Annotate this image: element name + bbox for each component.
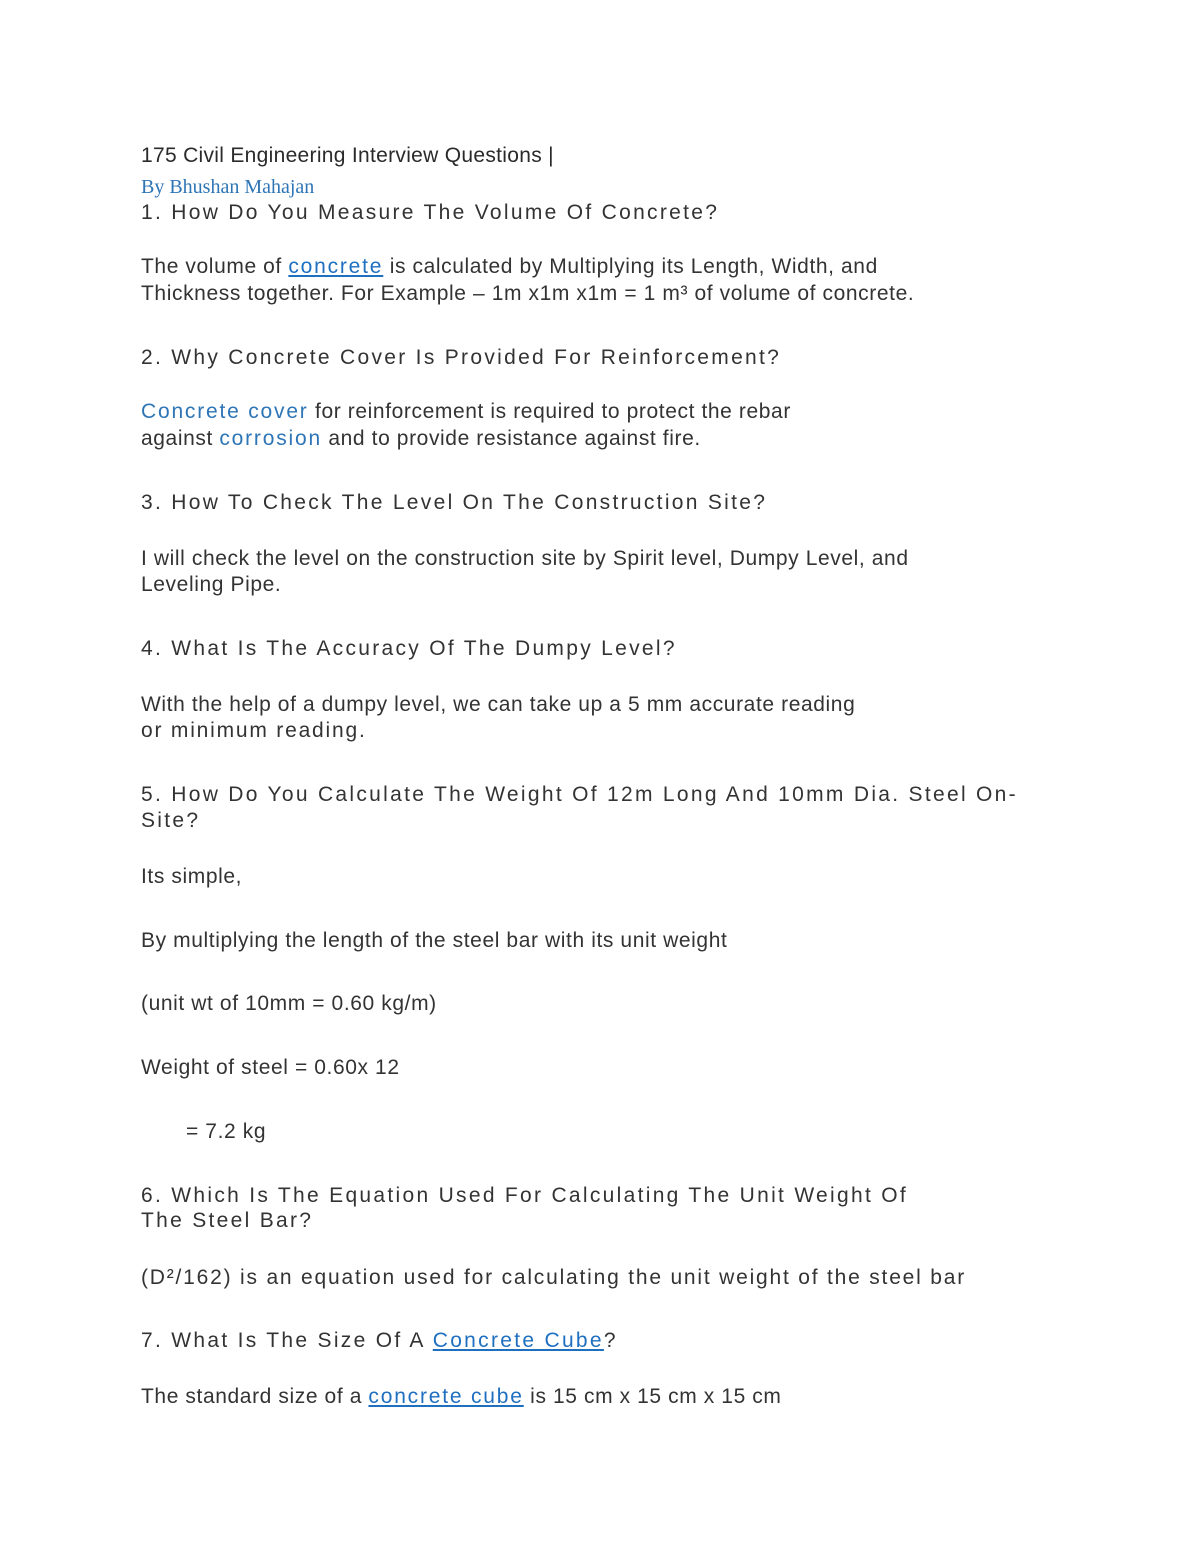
question-2: 2. Why Concrete Cover Is Provided For Reinforcement? — [141, 346, 782, 369]
question-7-text: ? — [603, 1329, 618, 1352]
answer-2-line-1 — [141, 399, 791, 425]
answer-2-line-2 — [141, 426, 701, 452]
answer-4-line-1: With the help of a dumpy level, we can take up a 5 mm accurate reading — [141, 693, 856, 716]
question-5-line-1: 5. How Do You Calculate The Weight Of 12m Long And 10mm Dia. Steel On- — [141, 783, 1018, 806]
answer-4-line-2: or minimum reading. — [141, 719, 367, 742]
document-title: 175 Civil Engineering Interview Questions | — [141, 144, 554, 167]
answer-5-line-2: By multiplying the length of the steel bar with its unit weight — [141, 929, 728, 952]
answer-7 — [141, 1384, 781, 1410]
answer-1-text: The volume of — [141, 255, 289, 278]
answer-2-text: for reinforcement is required to protect the rebar — [308, 400, 791, 423]
concrete-link[interactable]: concrete — [288, 255, 384, 278]
question-3: 3. How To Check The Level On The Construction Site? — [141, 491, 768, 514]
question-7 — [141, 1328, 618, 1354]
corrosion-term: corrosion — [219, 427, 322, 450]
answer-2-text: against — [141, 427, 220, 450]
concrete-cover-term: Concrete cover — [141, 400, 309, 423]
answer-1-line-2: Thickness together. For Example – 1m x1m x1m = 1 m³ of volume of concrete. — [141, 282, 915, 305]
question-7-text: 7. What Is The Size Of A — [141, 1329, 433, 1352]
answer-1-line-1 — [141, 254, 878, 280]
document-author: By Bhushan Mahajan — [141, 176, 315, 198]
answer-5-line-4: Weight of steel = 0.60x 12 — [141, 1056, 400, 1079]
concrete-cube-answer-link[interactable]: concrete cube — [368, 1385, 524, 1408]
concrete-cube-link[interactable]: Concrete Cube — [432, 1329, 604, 1352]
answer-5-line-3: (unit wt of 10mm = 0.60 kg/m) — [141, 992, 437, 1015]
answer-2-text: and to provide resistance against fire. — [321, 427, 701, 450]
question-5-line-2: Site? — [141, 809, 201, 832]
answer-5-line-5: = 7.2 kg — [186, 1120, 267, 1143]
answer-7-text: The standard size of a — [141, 1385, 369, 1408]
question-6-line-1: 6. Which Is The Equation Used For Calculating The Unit Weight Of — [141, 1184, 908, 1207]
question-4: 4. What Is The Accuracy Of The Dumpy Level? — [141, 637, 677, 660]
answer-5-line-1: Its simple, — [141, 865, 243, 888]
answer-6: (D²/162) is an equation used for calculating the unit weight of the steel bar — [141, 1266, 967, 1289]
question-6-line-2: The Steel Bar? — [141, 1209, 314, 1232]
answer-1-text: is calculated by Multiplying its Length, Width, and — [383, 255, 878, 278]
answer-3-line-1: I will check the level on the construction site by Spirit level, Dumpy Level, and — [141, 547, 909, 570]
answer-7-text: is 15 cm x 15 cm x 15 cm — [523, 1385, 782, 1408]
answer-3-line-2: Leveling Pipe. — [141, 573, 282, 596]
question-1: 1. How Do You Measure The Volume Of Concrete? — [141, 201, 720, 224]
